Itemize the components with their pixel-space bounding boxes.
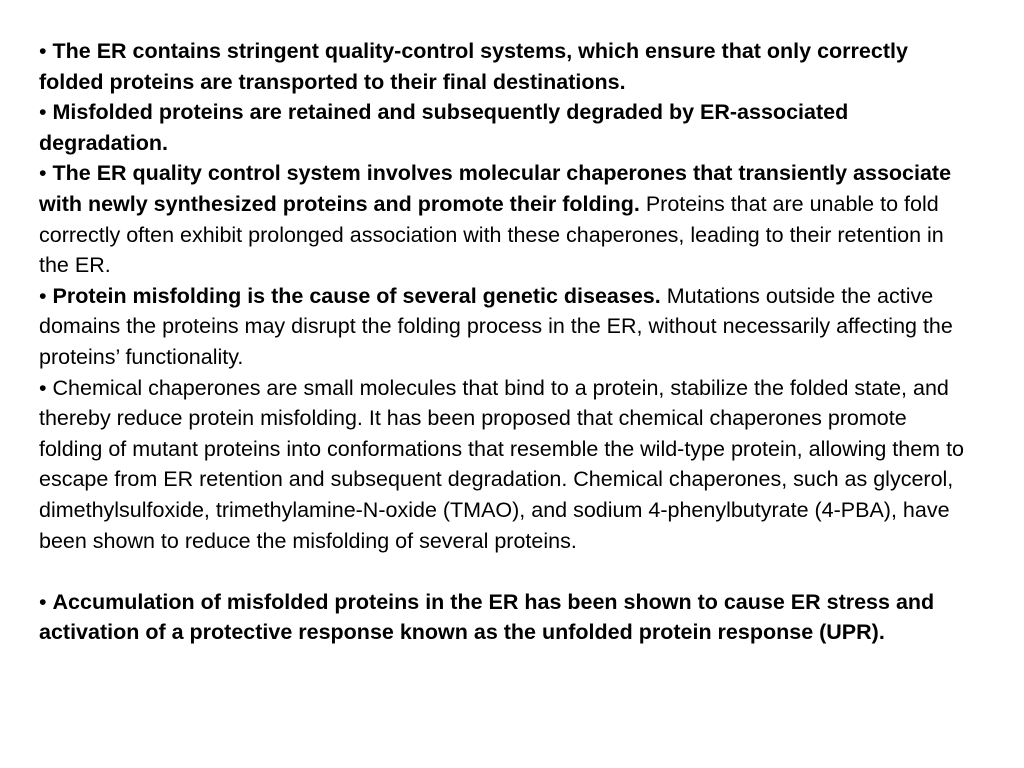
bullet-paragraph-misfolded-retained [39,97,969,158]
bullet-icon: • [39,375,47,400]
bold-text: The ER contains stringent quality-control systems, which ensure that only correctly folded proteins are transported to their final destinations. [39,39,908,94]
normal-text: Mutations outside the active domains the proteins may disrupt the folding process in the ER, without necessarily affecting the proteins’ functionality. [39,283,953,369]
slide-text-body [39,36,969,648]
bullet-icon: • [39,39,47,63]
bullet-paragraph-chemical-chaperones [39,373,969,557]
bullet-paragraph-molecular-chaperones [39,158,969,280]
normal-text: Proteins that are unable to fold correctly often exhibit prolonged association with these chaperones, leading to their retention in the ER. [39,191,944,278]
bold-text: The ER quality control system involves molecular chaperones that transiently associate with newly synthesized proteins and promote their folding. [39,161,952,216]
normal-text: Chemical chaperones are small molecules that bind to a protein, stabilize the folded state, and thereby reduce protein misfolding. It has been proposed that chemical chaperones promote folding of mutant proteins into conformations that resemble the wild-type protein, allowing them to escape from ER retention and subsequent degradation. Chemical chaperones, such as glycerol, dimethylsulfoxide, trimethylamine-N-oxide (TMAO), and sodium 4-phenylbutyrate (4-PBA), have been shown to reduce the misfolding of several proteins. [39,375,964,553]
bullet-paragraph-er-stress-upr [39,587,969,648]
bullet-icon: • [39,100,47,125]
bullet-icon: • [39,161,47,186]
bold-text: Accumulation of misfolded proteins in the ER has been shown to cause ER stress and activation of a protective response known as the unfolded protein response (UPR). [39,589,935,645]
paragraph-spacer [39,556,969,587]
bold-text: Protein misfolding is the cause of several genetic diseases. [52,283,661,308]
bullet-paragraph-genetic-diseases [39,281,969,373]
bold-text: Misfolded proteins are retained and subsequently degraded by ER-associated degradation. [39,100,849,155]
bullet-icon: • [39,589,47,614]
bullet-paragraph-quality-control [39,36,969,97]
bullet-icon: • [39,283,47,308]
